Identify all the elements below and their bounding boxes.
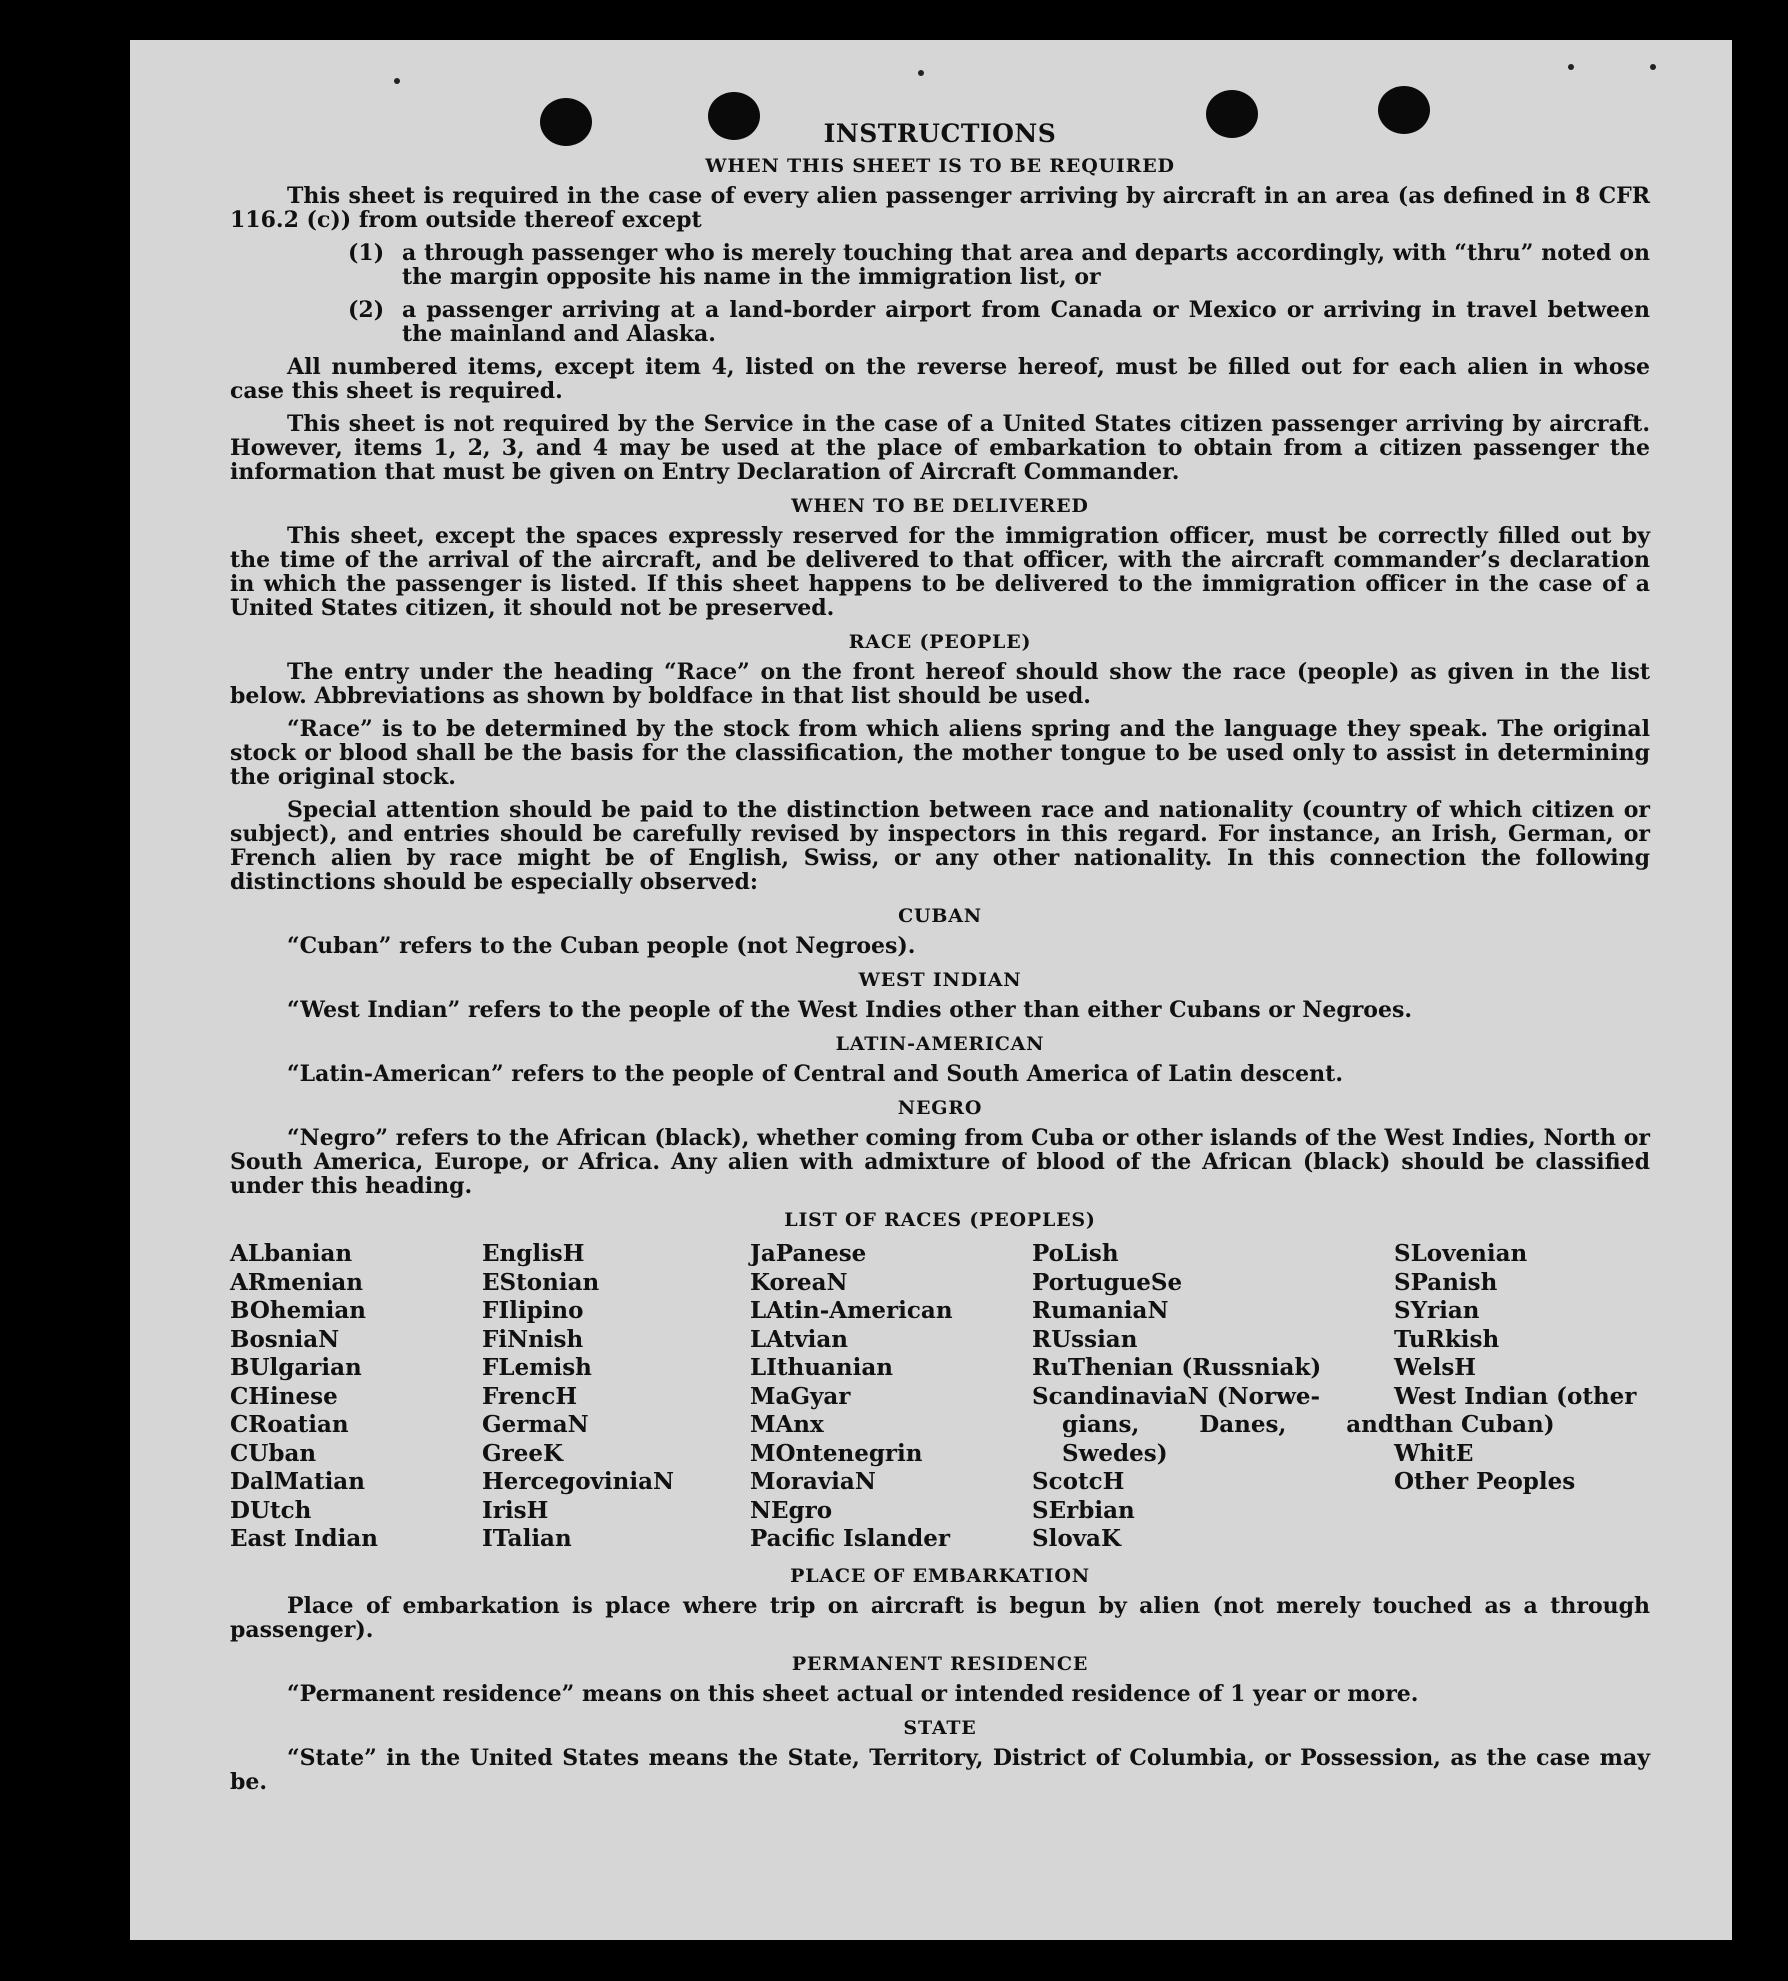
race-entry: HercegoviniaN <box>482 1468 675 1495</box>
race-entry: PoLish <box>1032 1240 1119 1267</box>
paragraph: “Permanent residence” means on this sheet actual or intended residence of 1 year or more. <box>287 1680 1419 1707</box>
heading-race: RACE (PEOPLE) <box>848 631 1032 653</box>
paragraph: This sheet, except the spaces expressly reserved for the immigration officer, must be correctly filled out by the time of the arrival of the aircraft, and be delivered to that officer, with the aircraft commander’s declaration in which the passenger is listed. If this sheet happens to be delivered to the immigration officer in the case of a United States citizen, it should not be preserved. <box>230 523 1650 621</box>
paragraph: The entry under the heading “Race” on the front hereof should show the race (people) as given in the list below. Abbreviations as shown by boldface in that list should be used. <box>230 659 1650 709</box>
paragraph: “State” in the United States means the State, Territory, District of Columbia, or Possession, as the case may be. <box>230 1744 1650 1795</box>
race-entry: ScotcH <box>1032 1468 1125 1495</box>
heading-state: STATE <box>903 1716 977 1739</box>
race-entry: CRoatian <box>230 1411 349 1438</box>
race-entry: EnglisH <box>482 1240 585 1267</box>
item-number: (2) <box>348 297 385 323</box>
races-column <box>750 1240 1032 1554</box>
speck-mark <box>394 78 400 84</box>
race-entry: DUtch <box>230 1496 312 1524</box>
race-entry: FIlipino <box>482 1297 584 1324</box>
item-text: a passenger arriving at a land-border airport from Canada or Mexico or arriving in travel between the mainland and Alaska. <box>402 297 1650 347</box>
paragraph: “Race” is to be determined by the stock from which aliens spring and the language they speak. The original stock or blood shall be the basis for the classification, the mother tongue to be used only to assist in determining the original stock. <box>230 716 1650 790</box>
page-title: INSTRUCTIONS <box>823 119 1057 148</box>
paragraph: “West Indian” refers to the people of the West Indies other than either Cubans or Negroes. <box>287 997 1413 1023</box>
race-entry: SYrian <box>1394 1297 1480 1324</box>
heading-latin-american: LATIN-AMERICAN <box>835 1033 1045 1055</box>
item-text: a through passenger who is merely touching that area and departs accordingly, with “thru” noted on the margin opposite his name in the immigration list, or <box>402 240 1650 290</box>
speck-mark <box>918 70 924 76</box>
heading-embarkation: PLACE OF EMBARKATION <box>790 1564 1090 1587</box>
races-column <box>1032 1240 1394 1554</box>
race-entry: FiNnish <box>482 1325 584 1353</box>
race-entry: MoraviaN <box>750 1468 876 1495</box>
race-entry: WhitE <box>1394 1439 1474 1467</box>
race-entry: LIthuanian <box>750 1354 893 1381</box>
race-entry: GreeK <box>482 1439 564 1467</box>
race-entry: LAtin-American <box>750 1297 953 1324</box>
races-column <box>230 1240 482 1554</box>
race-entry: SlovaK <box>1032 1525 1121 1552</box>
race-entry: than Cuban) <box>1394 1411 1555 1438</box>
race-entry: RUssian <box>1032 1325 1138 1353</box>
race-entry: Swedes) <box>1062 1439 1168 1467</box>
race-entry: East Indian <box>230 1525 378 1552</box>
race-entry: FrencH <box>482 1382 578 1410</box>
heading-permanent-residence: PERMANENT RESIDENCE <box>791 1652 1089 1675</box>
race-entry: BosniaN <box>230 1325 340 1353</box>
race-entry: TuRkish <box>1394 1325 1500 1353</box>
race-entry: RumaniaN <box>1032 1297 1169 1324</box>
race-entry: NEgro <box>750 1496 833 1524</box>
race-entry: JaPanese <box>750 1240 867 1267</box>
item-number: (1) <box>348 240 385 266</box>
race-entry: BOhemian <box>230 1297 366 1324</box>
races-list <box>230 1240 1650 1554</box>
race-entry: ScandinaviaN (Norwe- <box>1032 1382 1321 1410</box>
list-item <box>348 298 1650 346</box>
race-entry: KoreaN <box>750 1268 848 1296</box>
race-entry: RuThenian (Russniak) <box>1032 1354 1322 1381</box>
instructions-text <box>230 120 1650 1803</box>
paragraph: Place of embarkation is place where trip on aircraft is begun by alien (not merely touched as a through passenger). <box>230 1592 1650 1643</box>
heading-when-delivered: WHEN TO BE DELIVERED <box>791 495 1089 517</box>
race-entry: MaGyar <box>750 1382 851 1410</box>
paragraph: This sheet is not required by the Service in the case of a United States citizen passenger arriving by aircraft. However, items 1, 2, 3, and 4 may be used at the place of embarkation to obtain from a citizen passenger the information that must be given on Entry Declaration of Aircraft Commander. <box>230 411 1650 485</box>
document-sheet <box>130 40 1732 1940</box>
race-entry: MAnx <box>750 1411 824 1438</box>
race-entry: GermaN <box>482 1411 589 1438</box>
race-entry: CHinese <box>230 1382 338 1410</box>
race-entry: IrisH <box>482 1496 549 1524</box>
race-entry: ARmenian <box>230 1268 364 1296</box>
heading-west-indian: WEST INDIAN <box>858 969 1022 991</box>
race-entry: DalMatian <box>230 1468 365 1495</box>
paragraph: This sheet is required in the case of every alien passenger arriving by aircraft in an area (as defined in 8 CFR 116.2 (c)) from outside thereof except <box>230 183 1650 233</box>
race-entry: gians, Danes, and <box>1062 1411 1394 1438</box>
race-entry: ALbanian <box>230 1240 353 1267</box>
race-entry: Other Peoples <box>1394 1468 1576 1495</box>
race-entry: ITalian <box>482 1525 572 1552</box>
race-entry: Pacific Islander <box>750 1525 950 1552</box>
heading-list-of-races: LIST OF RACES (PEOPLES) <box>784 1209 1096 1231</box>
race-entry: CUban <box>230 1439 317 1467</box>
paragraph: “Latin-American” refers to the people of Central and South America of Latin descent. <box>287 1061 1343 1087</box>
heading-negro: NEGRO <box>897 1097 983 1119</box>
list-item <box>348 241 1650 289</box>
heading-cuban: CUBAN <box>898 905 982 927</box>
speck-mark <box>1650 64 1656 70</box>
race-entry: EStonian <box>482 1268 600 1296</box>
paragraph: Special attention should be paid to the distinction between race and nationality (country of which citizen or subject), and entries should be carefully revised by inspectors in this regard. For instance, an Irish, German, or French alien by race might be of English, Swiss, or any other nationality. In this connection the following distinctions should be especially observed: <box>230 797 1650 895</box>
race-entry: SPanish <box>1394 1268 1498 1296</box>
speck-mark <box>1568 64 1574 70</box>
race-entry: BUlgarian <box>230 1354 362 1381</box>
race-entry: FLemish <box>482 1354 592 1381</box>
races-column <box>1394 1240 1650 1554</box>
paragraph: “Cuban” refers to the Cuban people (not Negroes). <box>287 933 916 959</box>
heading-when-required: WHEN THIS SHEET IS TO BE REQUIRED <box>705 155 1175 177</box>
race-entry: SLovenian <box>1394 1240 1528 1267</box>
paragraph: All numbered items, except item 4, listed on the reverse hereof, must be filled out for each alien in whose case this sheet is required. <box>230 354 1650 404</box>
races-column <box>482 1240 750 1554</box>
race-entry: West Indian (other <box>1394 1382 1637 1410</box>
race-entry: SErbian <box>1032 1496 1135 1524</box>
race-entry: PortugueSe <box>1032 1268 1183 1296</box>
race-entry: WelsH <box>1394 1354 1477 1381</box>
race-entry: LAtvian <box>750 1325 848 1353</box>
race-entry: MOntenegrin <box>750 1439 923 1467</box>
paragraph: “Negro” refers to the African (black), whether coming from Cuba or other islands of the West Indies, North or South America, Europe, or Africa. Any alien with admixture of blood of the African (black) should be classified under this heading. <box>230 1125 1650 1199</box>
